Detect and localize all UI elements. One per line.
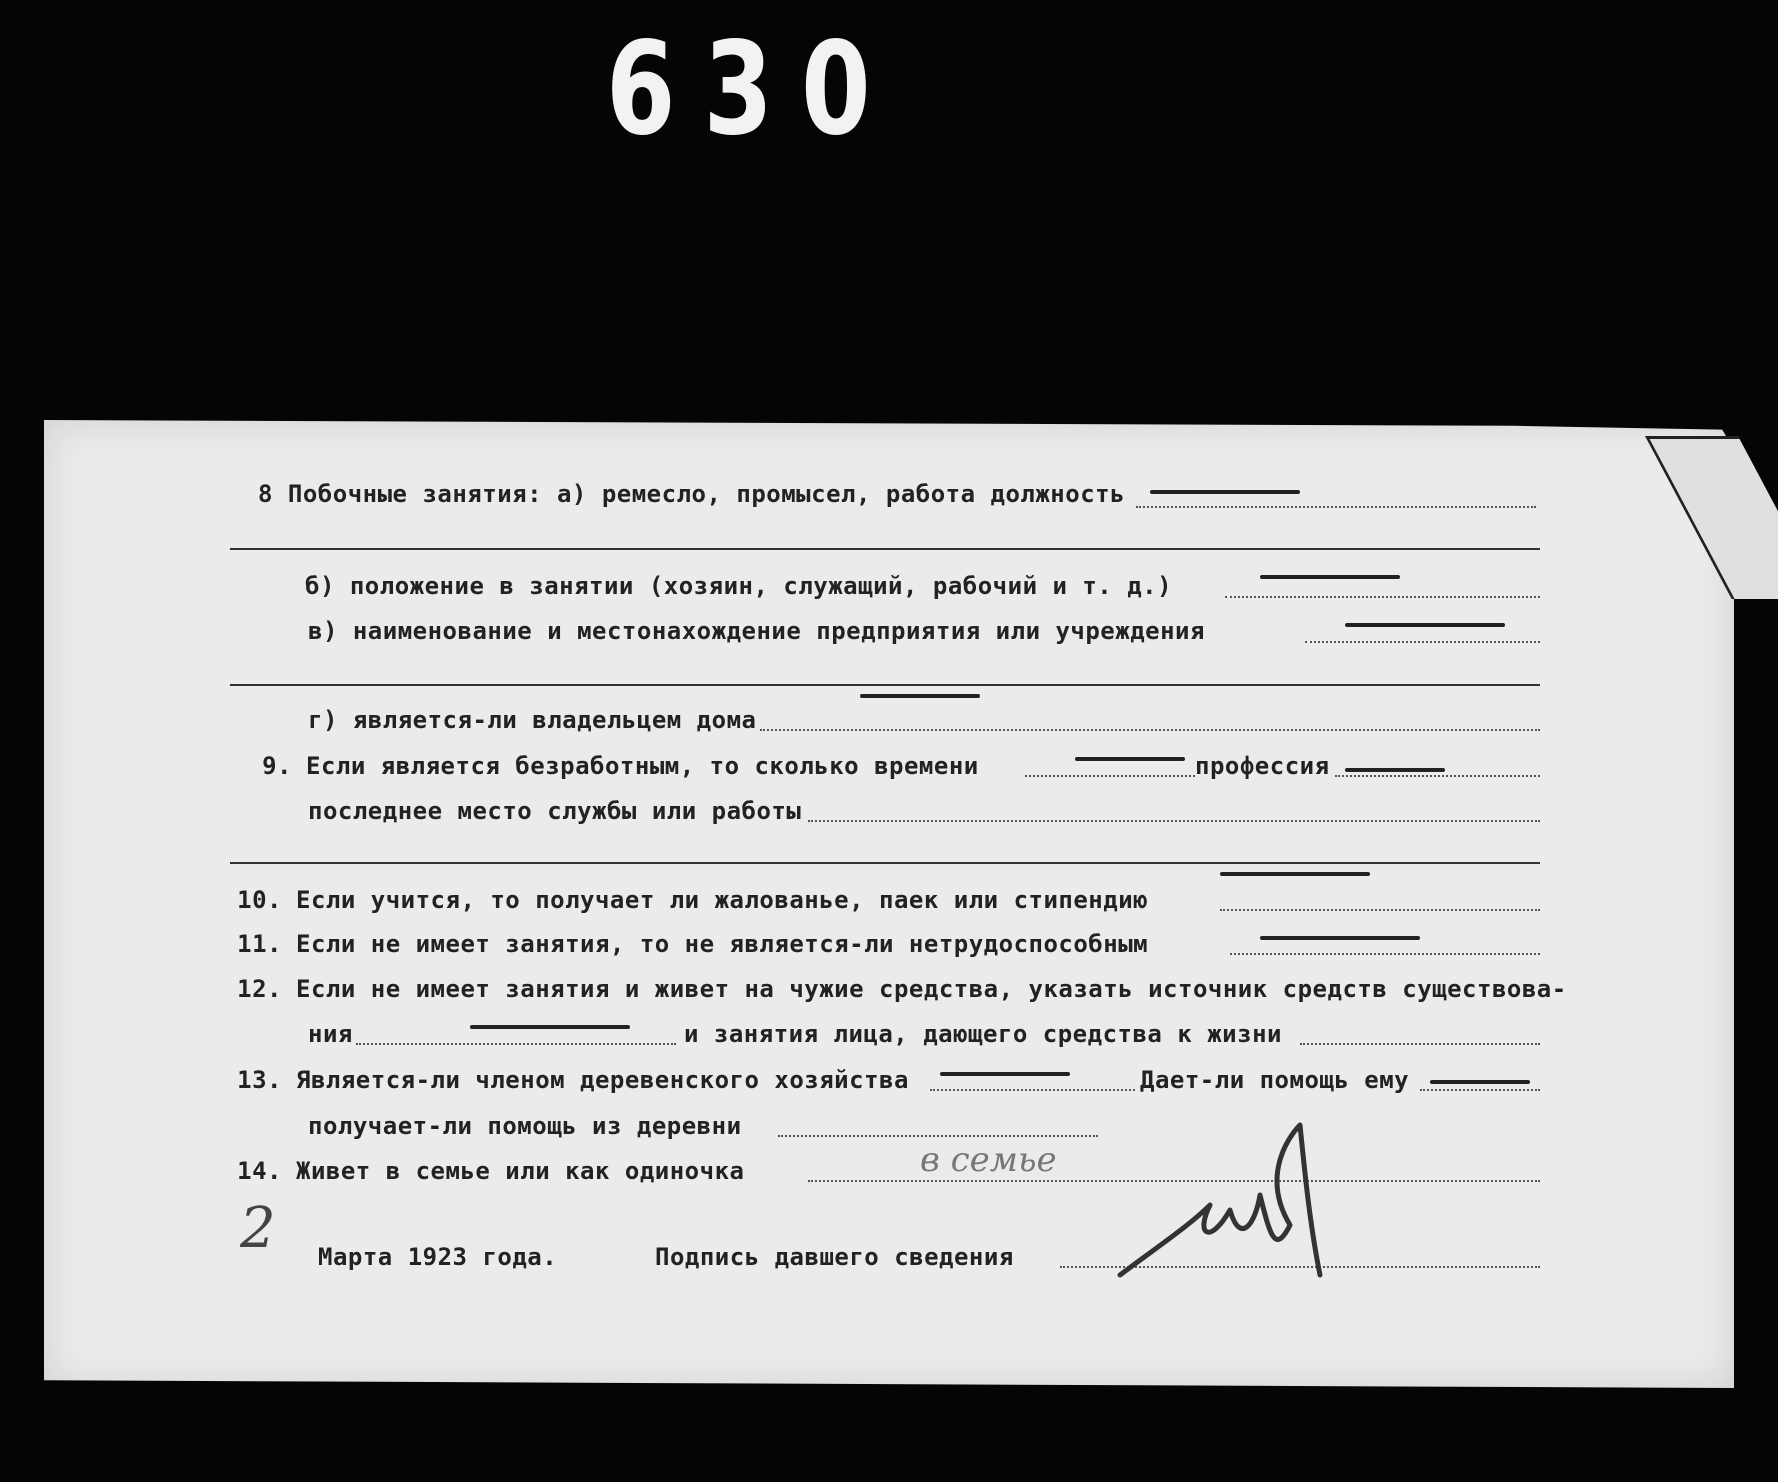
rule-8v	[230, 684, 1540, 686]
question-9	[240, 752, 979, 780]
question-8v: в) наименование и местонахождение предприятия или учреждения	[308, 617, 1205, 645]
question-12-continued-a: ния	[308, 1020, 353, 1048]
frame-number: 630	[606, 15, 899, 164]
rule-9	[230, 862, 1540, 864]
question-13-text: Является-ли членом деревенского хозяйства	[296, 1066, 909, 1094]
answer-line-10	[1220, 909, 1540, 911]
signature-label: Подпись давшего сведения	[655, 1243, 1014, 1271]
dash-answer-9-profession	[1345, 768, 1445, 772]
answer-line-13-help	[1420, 1089, 1540, 1091]
question-13-number: 13.	[237, 1066, 282, 1094]
question-14	[230, 1157, 744, 1185]
answer-line-9-continued	[808, 820, 1540, 822]
dash-answer-8a	[1150, 490, 1300, 494]
answer-line-9	[1025, 775, 1195, 777]
dash-answer-13-help	[1430, 1080, 1530, 1084]
answer-line-8g	[760, 729, 1540, 731]
dash-answer-10	[1220, 872, 1370, 876]
question-11-text: Если не имеет занятия, то не является-ли нетрудоспособным	[296, 930, 1149, 958]
dash-answer-13	[940, 1072, 1070, 1076]
question-8g: г) является-ли владельцем дома	[308, 706, 757, 734]
question-10-text: Если учится, то получает ли жалованье, паек или стипендию	[296, 886, 1149, 914]
question-13	[230, 1066, 909, 1094]
question-14-text: Живет в семье или как одиночка	[296, 1157, 745, 1185]
question-10-number: 10.	[237, 886, 282, 914]
question-11	[230, 930, 1148, 958]
question-12-text: Если не имеет занятия и живет на чужие средства, указать источник средств существова-	[296, 975, 1567, 1003]
date-text: Марта 1923 года.	[318, 1243, 558, 1271]
answer-line-13	[930, 1089, 1135, 1091]
dash-answer-11	[1260, 936, 1420, 940]
answer-line-11	[1230, 953, 1540, 955]
question-12	[230, 975, 1567, 1003]
dash-answer-9	[1075, 757, 1185, 761]
rule-8a	[230, 548, 1540, 550]
dash-answer-8v	[1345, 623, 1505, 627]
question-13-continued: получает-ли помощь из деревни	[308, 1112, 742, 1140]
question-8a: 8 Побочные занятия: а) ремесло, промысел, работа должность	[258, 480, 1126, 508]
dash-answer-8b	[1260, 575, 1400, 579]
question-9-continued: последнее место службы или работы	[308, 797, 802, 825]
handwritten-signature	[1100, 1115, 1340, 1295]
answer-line-8v	[1305, 641, 1540, 643]
question-12-continued-b: и занятия лица, дающего средства к жизни	[684, 1020, 1282, 1048]
question-13-help: Дает-ли помощь ему	[1140, 1066, 1410, 1094]
question-12-number: 12.	[237, 975, 282, 1003]
question-14-number: 14.	[237, 1157, 282, 1185]
dash-answer-8g	[860, 694, 980, 698]
answer-line-12	[356, 1043, 676, 1045]
answer-line-12-continued	[1300, 1043, 1540, 1045]
question-9-profession: профессия	[1195, 752, 1330, 780]
handwritten-answer-14: в семье	[920, 1140, 1057, 1180]
question-9-number: 9.	[262, 752, 292, 780]
question-11-number: 11.	[237, 930, 282, 958]
question-9-text: Если является безработным, то сколько времени	[306, 752, 979, 780]
dash-answer-12	[470, 1025, 630, 1029]
handwritten-date-day: 2	[240, 1196, 276, 1261]
answer-line-9-profession	[1335, 775, 1540, 777]
answer-line-8b	[1225, 596, 1540, 598]
answer-line-13-continued	[778, 1135, 1098, 1137]
question-10	[230, 886, 1148, 914]
question-8b: б) положение в занятии (хозяин, служащий, рабочий и т. д.)	[305, 572, 1173, 600]
answer-line-8a	[1136, 506, 1536, 508]
signature-stroke	[1120, 1125, 1320, 1275]
